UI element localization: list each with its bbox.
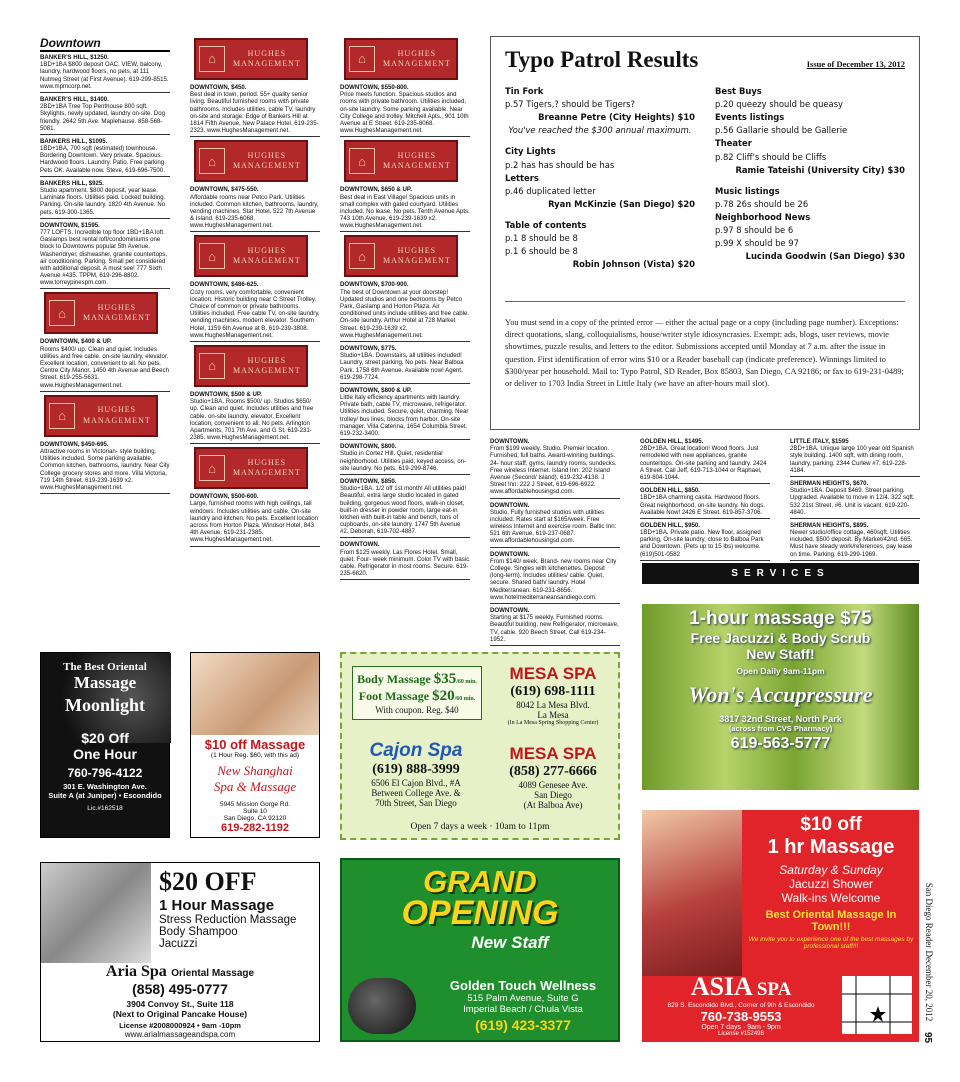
typo-issue: Issue of December 13, 2012 [806, 59, 905, 69]
hughes-line1: HUGHES [247, 355, 287, 365]
typo-category: Best Buys [715, 86, 762, 96]
asia-invite: We invite you to experience one of the best massages by professional staff!!! [748, 936, 914, 950]
classified-listing [490, 607, 620, 646]
hughes-line1: HUGHES [397, 246, 437, 256]
hughes-line2: MANAGEMENT [233, 59, 301, 68]
building-icon: ⌂ [199, 243, 225, 269]
listing-body: Studio in Cortez Hill. Quiet, residential neighborhood. Utilities paid, keyed access, on-site laundry. No pets. 619-299-8746. [340, 450, 467, 472]
classified-listing [340, 443, 470, 475]
typo-line: p.78 26s should be 26 [715, 198, 809, 209]
section-header [40, 36, 170, 52]
listing-body: From $125 weekly. Las Flores Hotel. Small, quiet. Four- week minimum. Color TV with basic cable. Refrigerator in most rooms. Secure. 619-235-6820. [340, 548, 470, 578]
hughes-line1: HUGHES [247, 457, 287, 467]
listing-body: Studio+1BA. Deposit $469. Street parking. Upgraded. Available to move in 12/4. 322 sqft. 532 21st Street, #6. Unit is vacant. 619-220-4840. [790, 487, 915, 516]
asia-best: Best Oriental Massage In Town!!! [765, 909, 897, 933]
classified-listing [190, 186, 320, 232]
listing-heading: DOWNTOWN, $500-600. [190, 493, 259, 501]
footer-text: San Diego Reader December 20, 2012 [924, 882, 934, 1022]
typo-winner: Lucinda Goodwin (San Diego) $30 [745, 251, 905, 262]
aria-addr: 3904 Convoy St., Suite 118 [126, 999, 234, 1009]
hughes-line1: HUGHES [247, 150, 287, 160]
hughes-logo-text [233, 356, 301, 377]
aria-name: Aria Spa [105, 963, 167, 980]
listing-body: Rooms $400/ up. Clean and quiet. Includes utilities and free cable. on-site laundry, elevator. Excellent location, convenient to all. No pets. Centre City Manor, 1450 4th Avenue and Beech Street. 619-255-5631. www.HughesManagement.net. [40, 345, 169, 389]
listing-heading: DOWNTOWN, $800. [340, 443, 397, 451]
hughes-line2: MANAGEMENT [233, 161, 301, 171]
wons-line2: Free Jacuzzi & Body Scrub [690, 630, 871, 646]
ad-aria-spa[interactable] [40, 862, 320, 1042]
classified-listing [190, 493, 320, 546]
wons-addr2: (across from CVS Pharmacy) [728, 724, 833, 733]
golden-grand: GRAND [423, 864, 537, 899]
building-icon: ⌂ [349, 243, 375, 269]
typo-divider [505, 301, 905, 302]
golden-addr2: Imperial Beach / Chula Vista [463, 1004, 583, 1015]
typo-line: p.82 Cliff's should be Cliffs [715, 151, 827, 162]
classified-listing [340, 541, 470, 580]
typo-category: Letters [505, 172, 539, 183]
asia-walkins: Walk-ins Welcome [781, 891, 881, 905]
mesa2-phone: (858) 277-6666 [509, 764, 597, 779]
wons-hours: Open Daily 9am-11pm [736, 666, 825, 676]
hughes-line1: HUGHES [247, 246, 287, 256]
listing-body: Newer studio/office cottage, 460sqft. Utilities included. $500 deposit. By Market/42nd. 665. Must have steady work/references, pay lease on time. Parking. 619-299-1969. [790, 529, 913, 558]
mesa-coupon: With coupon. Reg. $40 [375, 705, 459, 715]
classified-listing [190, 281, 320, 342]
building-icon: ⌂ [349, 148, 375, 174]
listing-heading: DOWNTOWN. [490, 550, 530, 558]
mesa2-addr1: 4089 Genesee Ave. [518, 780, 588, 790]
hughes-management-logo[interactable] [194, 140, 308, 182]
hughes-management-logo[interactable] [44, 292, 158, 334]
hughes-management-logo[interactable] [344, 235, 458, 277]
classified-listing [340, 345, 470, 384]
moonlight-name: Moonlight [64, 695, 145, 715]
classified-listing [640, 487, 770, 519]
typo-left-column [505, 85, 695, 271]
listing-heading: GOLDEN HILL, $850. [640, 487, 700, 495]
hughes-logo-text [233, 246, 301, 267]
page-footer [922, 862, 936, 1042]
listing-body: Cozy rooms, very comfortable, convenient location. Historic building near C Street Trolley. Choice of common or private bathrooms. Utilities included. Free cable TV, on-site laundry, vending machines, modern elevator. Southern Hotel, 1159 6th Avenue at B. 619-239-3808. www.HughesManagement.net. [190, 288, 320, 339]
asia-hours: Open 7 days · 9am - 9pm [701, 1024, 781, 1031]
shanghai-addr2: Suite 10 [243, 808, 267, 815]
aria-name2: Oriental Massage [171, 968, 255, 979]
hughes-logo-text [383, 49, 451, 70]
hughes-logo-text [83, 405, 151, 426]
hughes-management-logo[interactable] [344, 38, 458, 80]
mesa2-addr2: San Diego [534, 790, 572, 800]
hughes-line2: MANAGEMENT [383, 59, 451, 68]
typo-line: p.20 queezy should be queasy [715, 99, 844, 110]
hughes-management-logo[interactable] [194, 235, 308, 277]
listing-body: Studio apartment. $800 deposit, year lease. Laminate floors. Utilities paid. Locked building. Parking. On-site laundry. 1820 4th Avenue. No pets. 619-300-1365. [40, 187, 166, 216]
hughes-line2: MANAGEMENT [383, 256, 451, 266]
listing-heading: DOWNTOWN. [490, 438, 530, 445]
classified-listing [40, 180, 170, 219]
listing-body: Best deal in town, period. 55+ quality senior living. Beautiful furnished rooms with private bathrooms. Includes utilities, cable TV, laundry on-site and storage. Edge of Bankers Hill at 1814 Fifth Avenue, New Palace Hotel. 619-235-2323. www.HughesManagement.net. [190, 91, 319, 135]
shanghai-name1: New Shanghai [217, 763, 293, 778]
moonlight-phone: 760-796-4122 [67, 766, 143, 780]
typo-line: p.57 Tigers,? should be Tigers? [505, 99, 635, 110]
classified-listing [190, 391, 320, 444]
mesa-price-box [352, 666, 482, 720]
asia-offer2: 1 hr Massage [767, 836, 895, 858]
listing-body: Best deal in East Village! Spacious units in small complex with gated courtyard. Utilities included. No lease. No pets. Tenth Avenue Apts. 743 10th Avenue. 619-239-1639 x2. www.HughesManagement.net. [340, 193, 470, 230]
moonlight-massage: Massage [73, 673, 137, 692]
classified-listing [340, 478, 470, 539]
moonlight-addr1: 301 E. Washington Ave. [63, 782, 147, 791]
listing-heading: GOLDEN HILL, $950. [640, 521, 700, 529]
classified-listing [340, 387, 470, 440]
hughes-logo-text [233, 458, 301, 479]
hughes-line2: MANAGEMENT [83, 313, 151, 323]
listing-heading: SHERMAN HEIGHTS, $670. [790, 479, 869, 487]
listing-heading: DOWNTOWN. [490, 606, 530, 614]
asia-photo [642, 810, 742, 976]
typo-title: Typo Patrol Results [505, 47, 699, 72]
classified-listing [790, 438, 920, 477]
shanghai-sub: (1 Hour Reg. $60, with this ad) [210, 752, 300, 759]
hughes-logo-text [83, 303, 151, 324]
classified-listing [490, 438, 620, 499]
listing-heading: DOWNTOWN, $475-550. [190, 186, 259, 194]
typo-line: p.56 Gallarie should be Gallerie [715, 125, 848, 136]
asia-offer1: $10 off [800, 814, 862, 835]
listing-heading: DOWNTOWN, $775. [340, 344, 397, 352]
listing-body: Attractive rooms in Victorian- style building. Utilities included. Some parking available. Common kitchen, bathrooms, laundry. Near City College grocery stores and more. Villa Victoria, 719 14th Street. 619-239-1639 x2. www.HughesManagement.net. [40, 447, 170, 491]
listing-body: From $140/ week. Brand- new rooms near City College. Singles with kitchenettes. Deposit (long-term). Includes utilities/ cable. Quiet, secure. Shared bath/ laundry. Hotel Mediterranean. 619-231-8656. www.hotelmediterraneansandiego.com. [490, 557, 617, 601]
typo-category: City Lights [505, 146, 556, 157]
asia-addr: 829 S. Escondido Blvd., Corner of 9th & Escondido [667, 1002, 815, 1009]
listing-body: Studio+1BA. Rooms $500/ up. Studios $650/ up. Clean and quiet. Includes utilities and free cable. on-site laundry, elevator. Excellent location, convenient to all. No pets. Arlington Apartments, 701 7th Ave. and G St. 619-231-2385. www.HughesManagement.net. [190, 398, 314, 442]
typo-category: Neighborhood News [715, 211, 811, 222]
typo-line: You've reached the $300 annual maximum. [508, 125, 692, 136]
mesa-phone1: (619) 698-1111 [510, 684, 596, 699]
typo-winner: Ramie Tateishi (University City) $30 [735, 164, 905, 175]
listing-heading: BANKER'S HILL, $1400. [40, 95, 109, 103]
hughes-line1: HUGHES [97, 405, 137, 415]
listing-body: Studio+1BA. 1/2 off 1st month! All utilities paid! Beautiful, extra large studio located in gated building, gorgeous wood floors, walk-in closet, built-in dresser in powder room, large eat-in kitchen with built-in table and bench, tons of cupboards, on-site laundry. 1747 5th Avenue #2. Deborah, 619-702-4887. [340, 485, 467, 536]
listing-body: 1BD+1BA, 700 sqft (estimated) townhouse. Bordering Downtown. Very private. Spacious. Hardwood floors. Laundry. Patio. Free parking. Pets OK. Available now. Steve, 619-696-7500. [40, 145, 166, 174]
shanghai-addr3: San Diego, CA 92120 [223, 815, 287, 822]
typo-line: p.1 6 should be 8 [505, 246, 578, 257]
listing-heading: BANKERS HILL, $1095. [40, 137, 108, 145]
page-number: 95 [922, 1031, 934, 1044]
shanghai-phone: 619-282-1192 [221, 822, 289, 834]
listing-heading: DOWNTOWN, $550-800. [340, 84, 409, 91]
listing-heading: SHERMAN HEIGHTS, $895. [790, 521, 869, 529]
classified-listing [340, 84, 470, 137]
typo-right-column [715, 85, 905, 271]
wons-addr: 3817 32nd Street, North Park [719, 714, 842, 724]
hughes-line2: MANAGEMENT [233, 468, 301, 478]
typo-line: p.97 8 should be 6 [715, 225, 794, 236]
ad-mesa-spa[interactable] [340, 652, 620, 840]
shanghai-offer: $10 off Massage [204, 737, 306, 752]
cajon-phone: (619) 888-3999 [372, 762, 460, 777]
listing-body: Little Italy efficiency apartments with laundry. Private bath, cable TV, microwave, refrigerator. Utilities included. Secure, quiet, charming. Near trolley/ bus lines, blocks from harbor. On-site manager. Villa Caterina, 1654 Columbia Street. 619-232-3400. [340, 394, 469, 437]
mesa-addr2: La Mesa [537, 710, 569, 720]
moonlight-offer2: One Hour [73, 746, 137, 762]
cajon-addr3: 70th Street, San Diego [375, 798, 457, 808]
building-icon: ⌂ [199, 455, 225, 481]
classified-column-3 [340, 36, 470, 646]
golden-addr: 515 Palm Avenue, Suite G [467, 993, 579, 1004]
classified-column-2 [190, 36, 320, 636]
aria-offer: $20 OFF [159, 867, 257, 896]
classified-listing [40, 338, 170, 391]
listing-body: 1BD+1BA $800 deposit OAC. VIEW, balcony, laundry, hardwood floors, no pets, at 111 Nutmeg Street (at First Avenue). 619-299-8515. www.mpmcorp.net. [40, 61, 169, 90]
classified-column-5 [640, 438, 770, 558]
wons-phone: 619-563-5777 [730, 735, 831, 752]
mesa2-addr3: (At Balboa Ave) [523, 800, 583, 810]
mesa-foot-price: $20 [432, 688, 455, 704]
listing-heading: DOWNTOWN. [490, 501, 530, 509]
classified-listing [340, 281, 470, 342]
classified-listing [190, 84, 320, 137]
hughes-line1: HUGHES [97, 303, 137, 313]
moonlight-offer1: $20 Off [81, 730, 129, 746]
typo-category: Music listings [715, 185, 780, 196]
hughes-management-logo[interactable] [194, 447, 308, 489]
mesa2-name: MESA SPA [509, 744, 597, 763]
ad-moonlight[interactable] [40, 652, 170, 838]
aria-service2: Body Shampoo [159, 926, 238, 938]
hughes-management-logo[interactable] [344, 140, 458, 182]
mesa-addr3: (In La Mesa Spring Shopping Center) [507, 720, 599, 726]
typo-spacer [505, 137, 695, 145]
listing-heading: GOLDEN HILL, $1495. [640, 438, 704, 445]
typo-spacer [715, 177, 905, 185]
ad-asia-spa[interactable] [642, 810, 919, 1042]
golden-opening: OPENING [401, 894, 559, 932]
hughes-management-logo[interactable] [44, 395, 158, 437]
golden-name: Golden Touch Wellness [449, 978, 597, 993]
classified-listing [40, 54, 170, 93]
aria-phone: (858) 495-0777 [132, 981, 228, 997]
hughes-line2: MANAGEMENT [83, 415, 151, 425]
asia-jacuzzi: Jacuzzi Shower [788, 877, 874, 891]
listing-body: 1BD+1BA charming casita. Hardwood floors. Great neighborhood, on-site laundry. No dogs. Available Now! 2426 E Street. 619-857-3706. [640, 494, 765, 516]
section-title: Downtown [40, 36, 101, 50]
listing-heading: BANKERS HILL, $925. [40, 179, 104, 187]
building-icon: ⌂ [199, 46, 225, 72]
hughes-logo-text [383, 246, 451, 267]
cajon-addr1: 6506 El Cajon Blvd., #A [371, 778, 461, 788]
building-icon: ⌂ [49, 403, 75, 429]
typo-category: Table of contents [505, 219, 587, 230]
cajon-addr2: Between College Ave. & [371, 788, 461, 798]
typo-line: p.46 duplicated letter [505, 185, 596, 196]
listing-body: 2BD+1BA. Great location! Wood floors. Just remodeled with new appliances, granite countertops. On-site parking and laundry. 2424 A Street. Call Jeff, 619-713-1044 or Raphael, 619-804-1044. [640, 445, 767, 481]
listing-heading: DOWNTOWN, $700-900. [340, 281, 409, 289]
listing-heading: DOWNTOWN, $400 & UP. [40, 338, 112, 346]
listing-heading: DOWNTOWN, $650 & UP. [340, 186, 412, 194]
listing-heading: DOWNTOWN, $486-625. [190, 281, 259, 289]
listing-heading: BANKER'S HILL, $1250. [40, 54, 109, 61]
typo-category: Tin Fork [505, 86, 544, 96]
listing-heading: DOWNTOWN. [340, 541, 380, 549]
building-icon: ⌂ [349, 46, 375, 72]
typo-category: Events listings [715, 112, 785, 123]
classified-listing [490, 551, 620, 604]
ad-golden-touch[interactable] [340, 858, 620, 1042]
typo-winner: Robin Johnson (Vista) $20 [572, 259, 695, 270]
classified-listing [40, 441, 170, 494]
hughes-line2: MANAGEMENT [233, 256, 301, 266]
hughes-logo-text [383, 151, 451, 172]
classified-column-6 [790, 438, 920, 558]
classified-listing [340, 186, 470, 232]
mesa-addr1: 8042 La Mesa Blvd. [516, 700, 590, 710]
hughes-management-logo[interactable] [194, 345, 308, 387]
aria-web: www.arialmassageandspa.com [124, 1030, 236, 1039]
mesa-hours: Open 7 days a week · 10am to 11pm [410, 822, 550, 832]
aria-addr2: (Next to Original Pancake House) [112, 1009, 248, 1019]
listing-heading: DOWNTOWN, $450. [190, 84, 247, 91]
listing-body: Studio+1BA. Downstairs, all utilities included! Laundry, street parking. No pets. Near Balboa Park. 1758 6th Avenue. Available now! Agent, 619-298-7724. [340, 352, 464, 381]
hughes-line1: HUGHES [397, 48, 437, 58]
shanghai-name2: Spa & Massage [213, 779, 297, 794]
golden-newstaff: New Staff [471, 933, 549, 952]
hughes-management-logo[interactable] [194, 38, 308, 80]
mesa-per1: /60 min. [456, 679, 477, 685]
typo-patrol-box [490, 36, 920, 430]
listing-body: 2BD+1BA Tree Top Penthouse 800 sqft. Skylights, newly updated, laundry on-site. Dog friendly. 2642 5th Ave. Maplehause. 858-568-5081. [40, 103, 165, 132]
listing-body: Studio. Fully furnished studios with utilities included. Rates start at $165/week. Free wireless Internet and exercise room. Baltic Inn: 521 6th Avenue, 619-237-0687. www.affordablehousingsd.com. [490, 508, 617, 545]
listing-body: Price meets function. Spacious studios and rooms with private bathroom. Utilities included, on-site laundry. Some parking available. Near City College and trolley. Mitchell Apts., 901 10th Avenue at E Street. 619-235-8068. www.HughesManagement.net. [340, 91, 469, 135]
listing-heading: DOWNTOWN, $500 & UP. [190, 390, 262, 398]
hughes-logo-text [233, 49, 301, 70]
typo-line: p.2 has has should be has [505, 159, 615, 170]
listing-heading: DOWNTOWN, $850. [340, 477, 397, 485]
asia-license: License #152498 [718, 1031, 764, 1037]
classified-listing [490, 502, 620, 548]
wons-line1: 1-hour massage $75 [689, 608, 872, 629]
mesa-foot-label: Foot Massage [358, 689, 430, 703]
mesa-per2: /60 min. [454, 696, 476, 702]
listing-body: From $199 weekly. Studio. Premier location. Furnished, full baths. Award-winning buildings. 24- hour staff, gyms, laundry rooms, sundecks. Free wireless Internet. Island Inn: 202 Island Avenue (Second/ Island), 619-232-4138. J Street Inn: 222 J Street, 619-696-6922. www.affordablehousingsd.com. [490, 445, 617, 496]
listing-heading: DOWNTOWN, $450-695. [40, 440, 109, 448]
listing-body: 2BD+1BA. Unique large 100 year old Spanish style building. 1400 sqft, with dining room, laundry, parking. 2344 Curlew #7. 619-228-4184. [790, 445, 914, 474]
cajon-name: Cajon Spa [369, 740, 463, 761]
mesa-name: MESA SPA [509, 664, 597, 683]
aria-service3: Jacuzzi [159, 938, 198, 950]
hughes-line1: HUGHES [247, 48, 287, 58]
listing-body: Large, furnished rooms with high ceilings, tall windows. Includes utilities and cable. On-site laundry and kitchen. No pets. Excellent location across from Horton Plaza. Windsor Hotel, 843 4th Avenue. 619-231-2385. www.HughesManagement.net. [190, 500, 319, 544]
aria-license: License #2008000924 • 9am -10pm [119, 1021, 241, 1030]
typo-category: Theater [715, 138, 752, 149]
listing-body: The best of Downtown at your doorstep! Updated studios and one bedrooms by Petco Park, Gaslamp and Horton Plaza. Air conditioned units include utilities and free cable. On-site laundry. Arthur Hotel at 728 Market Street. 619-239-1639 x2. www.HughesManagement.net. [340, 288, 470, 339]
asia-phone: 760-738-9553 [700, 1009, 782, 1024]
mesa-body-price: $35 [433, 671, 457, 687]
shanghai-photo [191, 653, 319, 735]
typo-line: p.1 8 should be 8 [505, 233, 578, 244]
listing-heading: DOWNTOWN, $800 & UP. [340, 386, 412, 394]
stones-image [348, 978, 416, 1034]
mesa-body-label: Body Massage [357, 672, 431, 686]
typo-spacer [505, 211, 695, 219]
aria-photo [41, 863, 151, 963]
classified-listing [790, 522, 920, 561]
typo-rules-note: You must send in a copy of the printed error — either the actual page or a copy (including page number). Exceptions: direct quotations, slang, colloquialisms, house/writer style idiosyncrasies. Exempt: ads, blogs, user reviews, movie showtimes, puzzle results, and letters to the editor. Submissions accepted until Monday at 7 a.m. after the issue in question. First identification of error wins $10 or a Reader baseball cap (indicate preference). Winnings limited to $300/year per household. Mail to: Typo Patrol, SD Reader, Box 85803, San Diego, CA 92186; or fax to 619-231-0489; or deliver to 1703 India Street in Little Italy (we have an after-hours mail slot). [505, 318, 904, 388]
building-icon: ⌂ [199, 353, 225, 379]
typo-line: p.99 X should be 97 [715, 238, 799, 249]
listing-heading: LITTLE ITALY, $1595 [790, 438, 849, 445]
shanghai-addr1: 5945 Mission Gorge Rd. [219, 801, 291, 808]
ad-wons-accupressure[interactable] [642, 604, 919, 790]
classified-column-1 [40, 54, 170, 594]
classified-listing [40, 138, 170, 177]
hughes-line1: HUGHES [397, 150, 437, 160]
asia-days: Saturday & Sunday [779, 863, 883, 877]
moonlight-license: Lic.#162518 [87, 805, 123, 812]
typo-winner: Breanne Petre (City Heights) $10 [538, 112, 695, 123]
listing-heading: DOWNTOWN, $1595. [40, 221, 100, 229]
listing-body: 1BD+1BA. Private patio. New floor, assigned parking, On-site laundry, close to Balboa Park and Downtown. (Pets up to 15 lbs) welcome. (619)501-0582 [640, 529, 764, 558]
listing-body: 777 LOFTS. Incredible top floor 1BD+1BA loft. Gaslamps best rental loft/condominiums one block to Downtowns popular 5th Avenue. Washer/dryer, dishwasher, granite countertops, air conditioning. Parking. Small pet considered with additional deposit. A must see! 777 Sixth Avenue #435. TPPM, 619-296-8802. www.torreypinespm.com. [40, 228, 168, 287]
classified-column-4 [490, 438, 620, 643]
building-icon: ⌂ [49, 300, 75, 326]
ad-new-shanghai[interactable] [190, 652, 320, 838]
moonlight-addr2: Suite A (at Juniper) • Escondido [48, 791, 162, 800]
listing-body: Starting at $175 weekly. Furnished rooms. Beautiful building, new Refrigerator, microwave, TV, cable. 920 Beech Street. Call 619-234-1952. [490, 614, 619, 643]
listing-body: Affordable rooms near Petco Park. Utilities included. Common kitchen, bathrooms, laundry, vending machines. Star Hotel, 522 7th Avenue & Island. 619-235-6068. www.HughesManagement.net. [190, 193, 319, 230]
classified-listing [40, 96, 170, 135]
golden-phone: (619) 423-3377 [475, 1017, 571, 1033]
asia-spa: SPA [756, 979, 792, 1000]
aria-service1: Stress Reduction Massage [159, 914, 297, 926]
hughes-line2: MANAGEMENT [383, 161, 451, 171]
services-header: SERVICES [642, 563, 919, 584]
building-icon: ⌂ [199, 148, 225, 174]
classified-listing [640, 438, 770, 484]
asia-name: ASIA [690, 972, 753, 1001]
hughes-logo-text [233, 151, 301, 172]
classified-listing [790, 480, 920, 519]
asia-map [842, 976, 912, 1034]
moonlight-top: The Best Oriental [63, 661, 147, 673]
hughes-line2: MANAGEMENT [233, 365, 301, 375]
typo-winner: Ryan McKinzie (San Diego) $20 [548, 198, 695, 209]
wons-line3: New Staff! [746, 646, 815, 662]
classified-listing [40, 222, 170, 290]
wons-name: Won's Accupressure [688, 682, 873, 707]
classified-listing [640, 522, 770, 561]
aria-hour: 1 Hour Massage [159, 897, 275, 914]
